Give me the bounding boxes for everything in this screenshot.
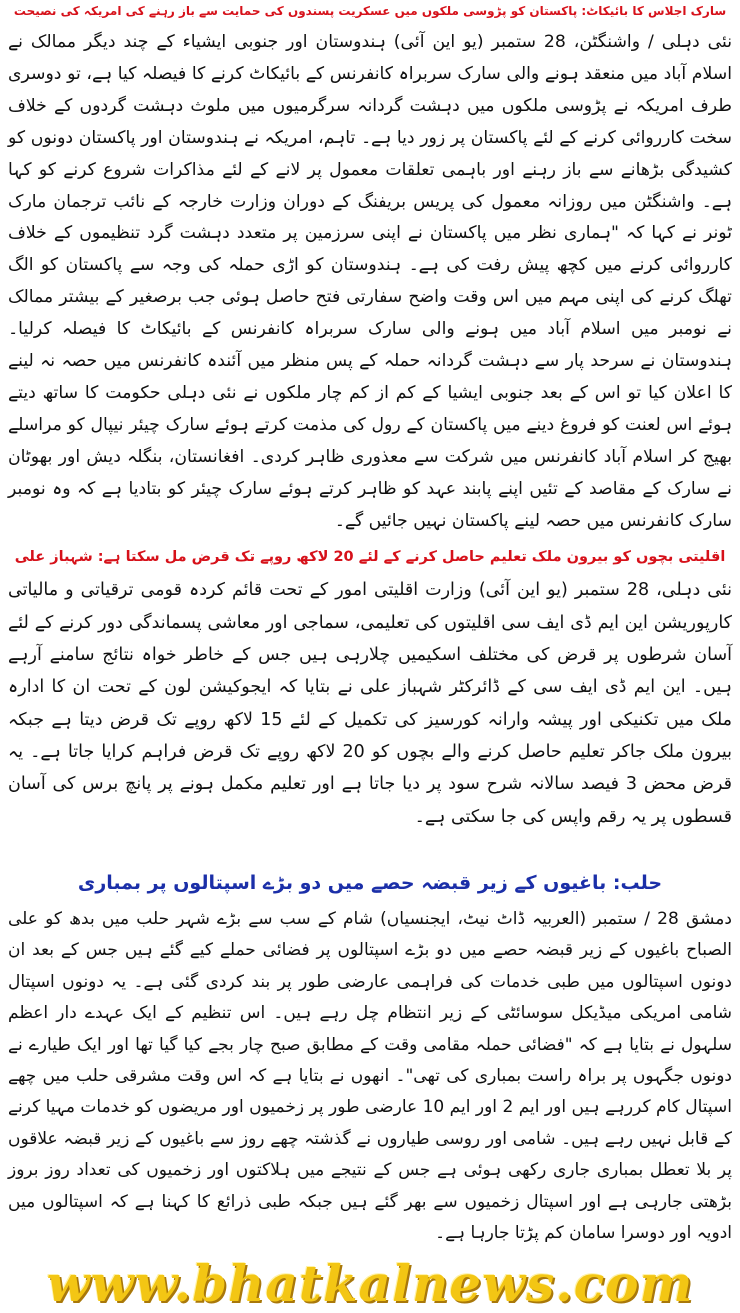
article-headline: اقلیتی بچوں کو بیرون ملک تعلیم حاصل کرنے کے لئے 20 لاکھ روپے تک قرض مل سکتا ہے: شہباز علی bbox=[14, 549, 726, 565]
article-body: دمشق 28 / ستمبر (العربیہ ڈاٹ نیٹ، ایجنسیاں) شام کے سب سے بڑے شہر حلب میں بدھ کو علی الصباح باغیوں کے زیر قبضہ حصے میں دو بڑے اسپتالوں پر فضائی حملے کیے گئے ہیں جس کے بعد ان دونوں اسپتالوں میں طبی خدمات کی فراہمی عارضی طور پر بند کردی گئی ہے۔ یہ دونوں اسپتال شامی امریکی میڈیکل سوسائٹی کے زیر انتظام چل رہے ہیں۔ اس تنظیم کے ایک عہدے دار اعظم سلہول نے بتایا ہے کہ "فضائی حملہ مقامی وقت کے مطابق صبح چار بجے کیا گیا تھا اور ایک طیارے نے دونوں جگہوں پر براہ راست بمباری کی تھی"۔ انھوں نے بتایا ہے کہ اس وقت مشرقی حلب میں چھے اسپتال کام کررہے ہیں اور ایم 2 اور ایم 10 عارضی طور پر زخمیوں اور مریضوں کو خدمات مہیا کرنے کے قابل نہیں رہے ہیں۔ شامی اور روسی طیاروں نے گذشتہ چھے روز سے باغیوں کے زیر قبضہ علاقوں پر بلا تعطل بمباری جاری رکھی ہوئی ہے جس کے نتیجے میں ہلاکتوں اور زخمیوں کی تعداد روز بروز بڑھتی جارہی ہے اور اسپتال زخمیوں سے بھر گئے ہیں جبکہ طبی ذرائع کا کہنا ہے کہ اسپتالوں میں ادویہ اور دوسرا سامان کم پڑتا جارہا ہے۔ bbox=[8, 908, 732, 1244]
article-aleppo-hospitals bbox=[8, 872, 732, 1250]
article-headline: حلب: باغیوں کے زیر قبضہ حصے میں دو بڑے اسپتالوں پر بمباری bbox=[77, 872, 663, 894]
article-body: نئی دہلی، 28 ستمبر (یو این آئی) وزارت اقلیتی امور کے تحت قائم کردہ قومی ترقیاتی و مالیاتی کارپوریشن این ایم ڈی ایف سی اقلیتوں کی تعلیمی، سماجی اور معاشی پسماندگی دور کرنے کے لئے آسان شرطوں پر قرض کی مختلف اسکیمیں چلارہی ہیں جس کے خاطر خواہ نتائج سامنے آرہے ہیں۔ این ایم ڈی ایف سی کے ڈائرکٹر شہباز علی نے بتایا کہ ایجوکیشن لون کے تحت ان کا ادارہ ملک میں تکنیکی اور پیشہ وارانہ کورسیز کی تکمیل کے لئے 15 لاکھ روپے تک قرض دیتا ہے جبکہ بیرون ملک جاکر تعلیم حاصل کرنے والے بچوں کو 20 لاکھ روپے تک قرض فراہم کرایا جاتا ہے۔ یہ قرض محض 3 فیصد سالانہ شرح سود پر دیا جاتا ہے اور تعلیم مکمل ہونے پر پانچ برس کی آسان قسطوں پر یہ رقم واپس کی جا سکتی ہے۔ bbox=[8, 580, 732, 827]
article-minority-education-loan bbox=[8, 548, 732, 833]
article-saarc-boycott bbox=[8, 4, 732, 538]
article-body: نئی دہلی / واشنگٹن، 28 ستمبر (یو این آئی) ہندوستان اور جنوبی ایشیاء کے چند دیگر ممالک نے اسلام آباد میں منعقد ہونے والی سارک سربراہ کانفرنس کے بائیکاٹ کرنے کا فیصلہ کیا ہے، تو دوسری طرف امریکہ نے پڑوسی ملکوں میں دہشت گردانہ سرگرمیوں میں ملوث دہشت گردوں کے خلاف سخت کارروائی کرنے کے لئے پاکستان پر زور دیا ہے۔ تاہم، امریکہ نے ہندوستان اور پاکستان دونوں کو کشیدگی بڑھانے سے باز رہنے اور باہمی تعلقات معمول پر لانے کے لئے مذاکرات شروع کرنے کو کہا ہے۔ واشنگٹن میں روزانہ معمول کی پریس بریفنگ کے دوران وزارت خارجہ کے نائب ترجمان مارک ٹونر نے کہا کہ "ہماری نظر میں پاکستان نے اپنی سرزمین پر متعدد دہشت گرد تنظیموں کے خلاف کارروائی کرنے میں کچھ پیش رفت کی ہے۔ ہندوستان کو اڑی حملہ کی وجہ سے پاکستان کو الگ تھلگ کرنے کی اپنی مہم میں اس وقت واضح سفارتی فتح حاصل ہوئی جب برصغیر کے بیشتر ممالک نے نومبر میں اسلام آباد میں ہونے والی سارک سربراہ کانفرنس کے بائیکاٹ کا فیصلہ کرلیا۔ ہندوستان نے سرحد پار سے دہشت گردانہ حملہ کے پس منظر میں آئندہ کانفرنس میں حصہ نہ لینے کا اعلان کیا تو اس کے بعد جنوبی ایشیا کے کم از کم چار ملکوں نے نئی دہلی حکومت کا ساتھ دیتے ہوئے اس لعنت کو فروغ دینے میں پاکستان کے رول کی مذمت کرتے ہوئے سارک چیئر نیپال کو مراسلے بھیج کر اسلام آباد کانفرنس میں شرکت سے معذوری ظاہر کردی۔ افغانستان، بنگلہ دیش اور بھوٹان نے سارک کے مقاصد کے تئیں اپنے پابند عہد کو ظاہر کرتے ہوئے سارک چیئر کو بتادیا ہے کہ وہ نومبر سارک کانفرنس میں حصہ لینے پاکستان نہیں جائیں گے۔ bbox=[8, 32, 732, 531]
article-headline: سارک اجلاس کا بائیکاٹ: پاکستان کو پڑوسی ملکوں میں عسکریت پسندوں کی حمایت سے باز رہنے کی امریکہ کی نصیحت bbox=[13, 4, 727, 18]
site-watermark: www.bhatkalnews.com bbox=[46, 1254, 694, 1313]
